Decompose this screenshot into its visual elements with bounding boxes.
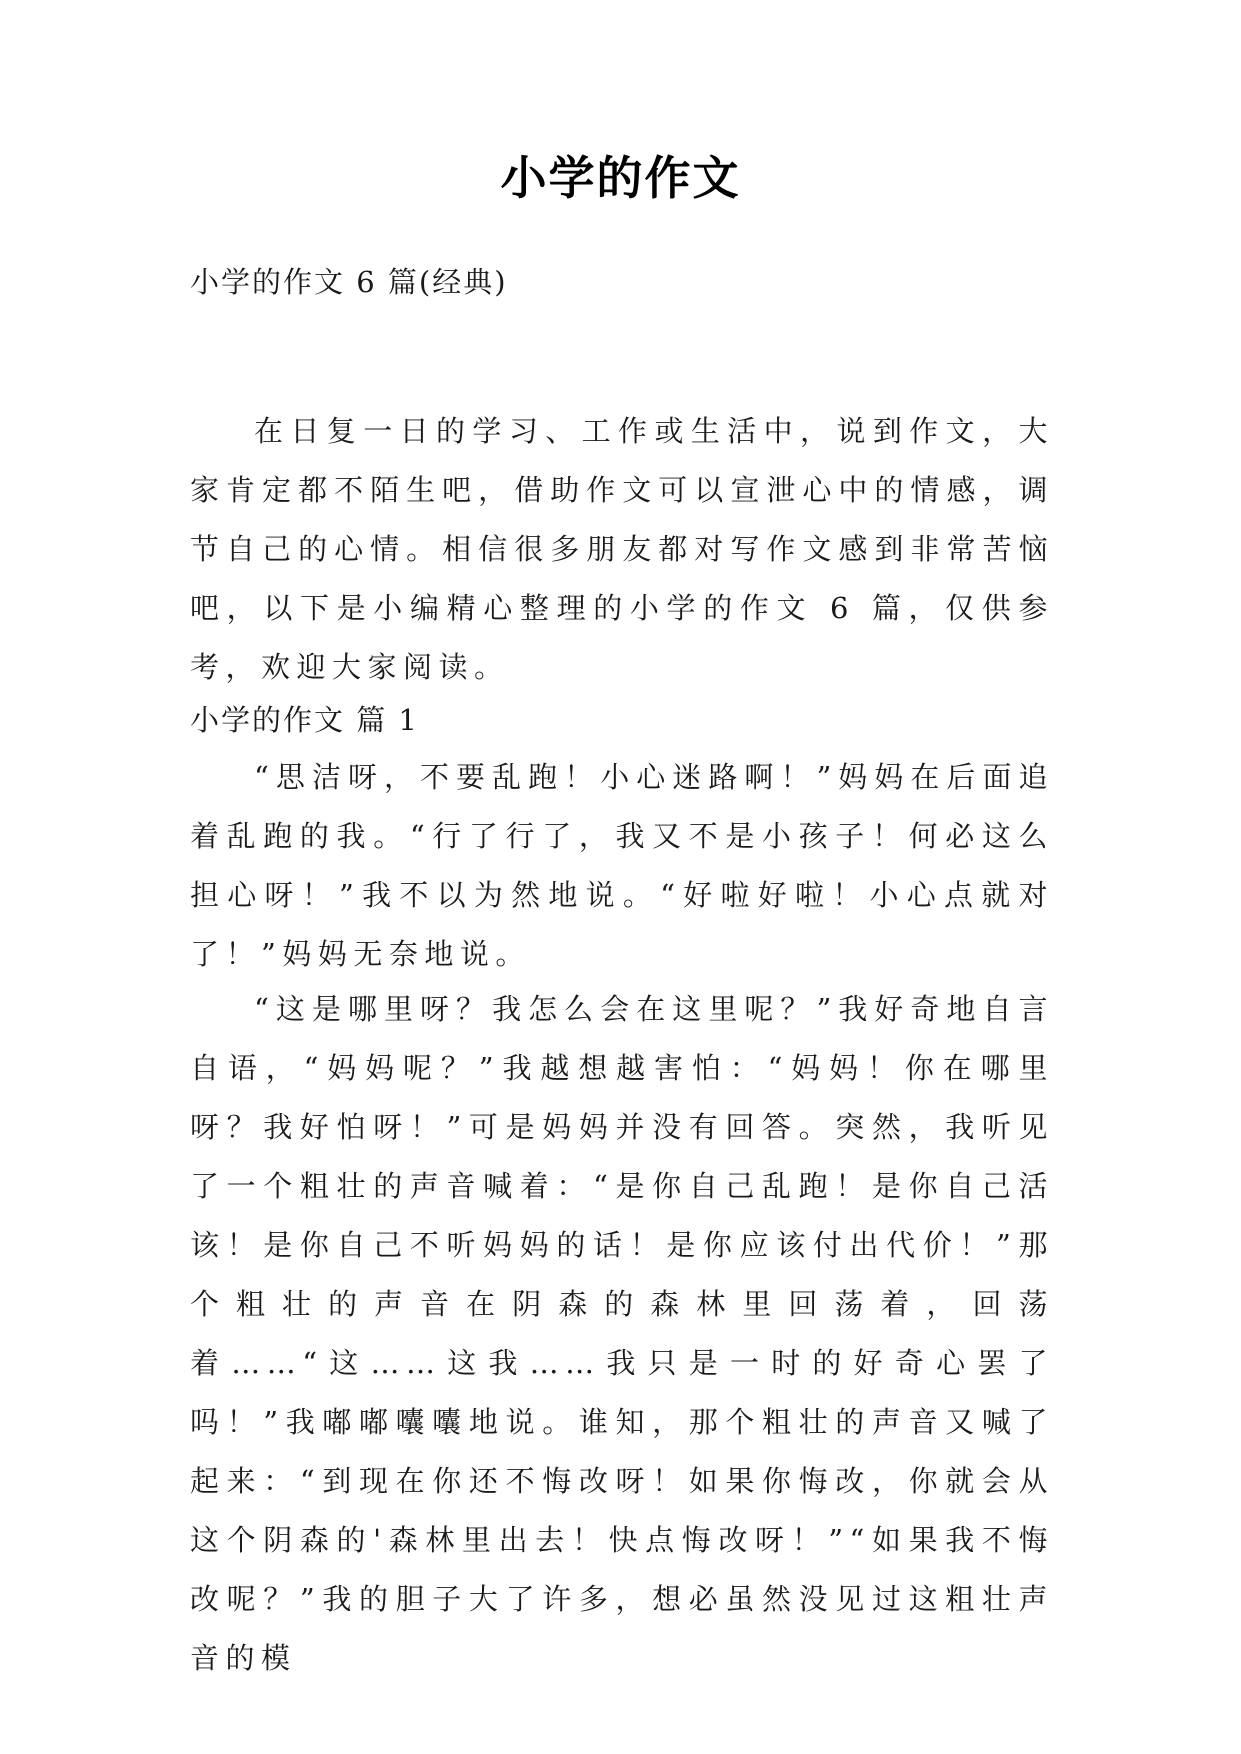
document-title: 小学的作文 [500,151,741,205]
section-heading: 小学的作文 篇 1 [190,703,419,737]
document-subtitle: 小学的作文 6 篇(经典) [190,265,508,299]
body-paragraph-2: “这是哪里呀？我怎么会在这里呢？”我好奇地自言自语，“妈妈呢？”我越想越害怕：“妈妈！你在哪里呀？我好怕呀！”可是妈妈并没有回答。突然，我听见了一个粗壮的声音喊着：“是你自己乱跑！是你自己活该！是你自己不听妈妈的话！是你应该付出代价！”那个粗壮的声音在阴森的森林里回荡着，回荡着……“这……这我……我只是一时的好奇心罢了吗！”我嘟嘟囔囔地说。谁知，那个粗壮的声音又喊了起来：“到现在你还不悔改呀！如果你悔改，你就会从这个阴森的'森林里出去！快点悔改呀！”“如果我不悔改呢？”我的胆子大了许多，想必虽然没见过这粗壮声音的模 [190,992,1054,1675]
intro-paragraph: 在日复一日的学习、工作或生活中，说到作文，大家肯定都不陌生吧，借助作文可以宣泄心中的情感，调节自己的心情。相信很多朋友都对写作文感到非常苦恼吧，以下是小编精心整理的小学的作文 6 篇，仅供参考，欢迎大家阅读。 [190,414,1054,684]
body-paragraph-1: “思洁呀，不要乱跑！小心迷路啊！”妈妈在后面追着乱跑的我。“行了行了，我又不是小孩子！何必这么担心呀！”我不以为然地说。“好啦好啦！小心点就对了！”妈妈无奈地说。 [190,760,1054,971]
